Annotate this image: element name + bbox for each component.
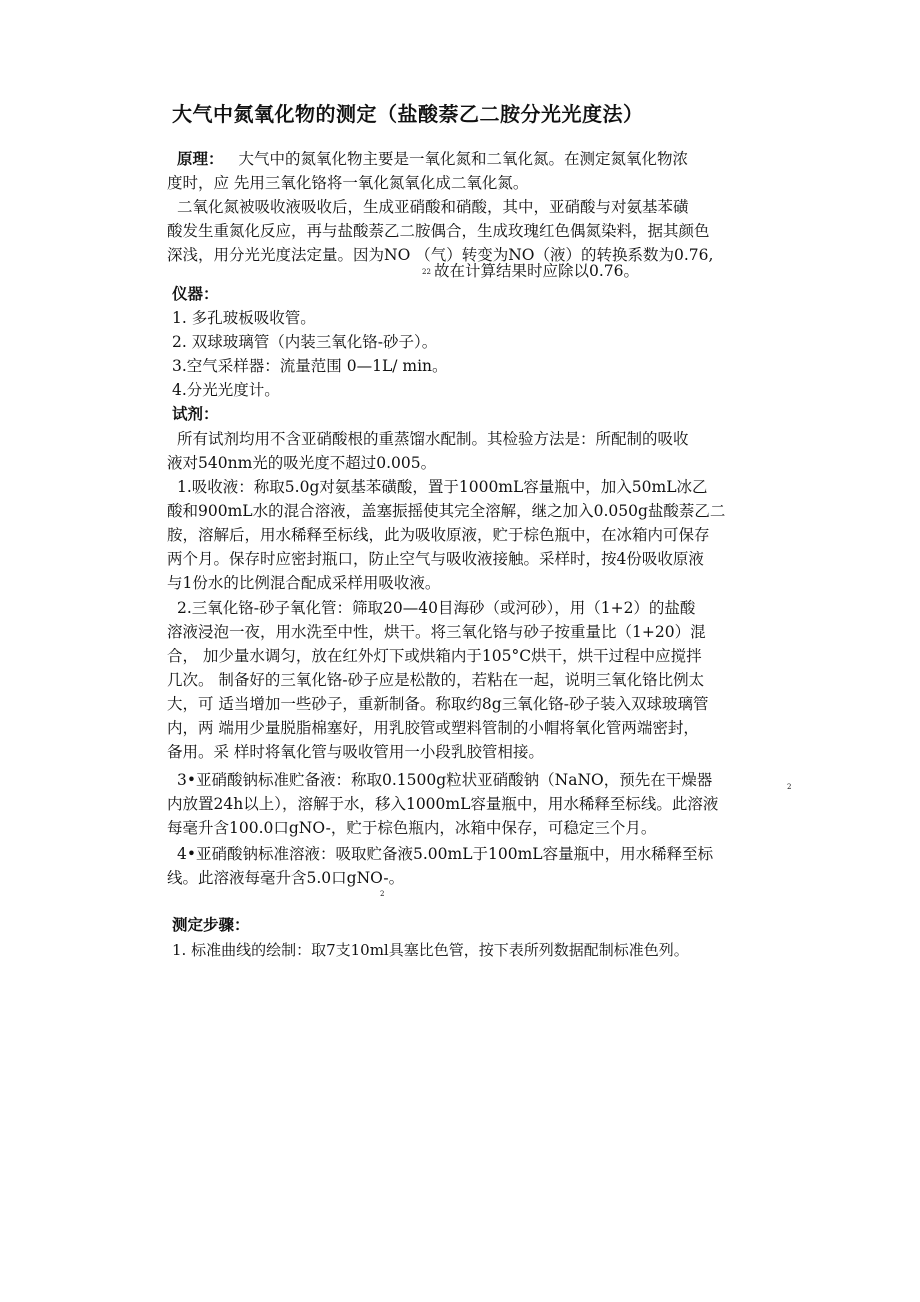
procedure-step-1: 1. 标准曲线的绘制：取7支10ml具塞比色管，按下表所列数据配制标准色列。 (172, 941, 689, 959)
principle-line-1 (177, 148, 688, 170)
reagent-1-line-5: 与1份水的比例混合配成采样用吸收液。 (167, 574, 441, 592)
reagent-2-line-4: 几次。 制备好的三氧化铬-砂子应是松散的，若粘在一起，说明三氧化铬比例太 (167, 671, 705, 689)
instrument-item-4: 4.分光光度计。 (172, 381, 280, 399)
instrument-item-2: 2. 双球玻璃管（内装三氧化铬-砂子）。 (172, 333, 438, 351)
reagent-3-line-3: 每毫升含100.0口gNO-，贮于棕色瓶内，冰箱中保存，可稳定三个月。 (167, 819, 657, 837)
reagent-1-line-4: 两个月。保存时应密封瓶口，防止空气与吸收液接触。采样时，按4份吸收原液 (167, 550, 704, 568)
principle-line-6: 故在计算结果时应除以0.76。 (434, 262, 640, 280)
reagent-1-line-1: 1.吸收液：称取5.0g对氨基苯磺酸，置于1000mL容量瓶中，加入50mL冰乙 (177, 478, 708, 496)
reagent-3-subscript: 2 (787, 783, 792, 791)
page-title: 大气中氮氧化物的测定（盐酸萘乙二胺分光光度法） (172, 102, 644, 126)
reagents-intro-2: 液对540nm光的吸光度不超过0.005。 (167, 454, 437, 472)
instruments-heading: 仪器： (172, 285, 219, 303)
principle-heading: 原理： (177, 150, 224, 168)
reagent-2-line-1: 2.三氧化铬-砂子氧化管：筛取20—40目海砂（或河砂），用（1+2）的盐酸 (177, 599, 696, 617)
reagent-2-line-5: 大，可 适当增加一些砂子，重新制备。称取约8g三氧化铬-砂子装入双球玻璃管 (167, 695, 709, 713)
reagent-4-subscript: 2 (380, 890, 385, 898)
principle-line-4: 酸发生重氮化反应，再与盐酸萘乙二胺偶合，生成玫瑰红色偶氮染料，据其颜色 (167, 222, 710, 240)
principle-subscript: 22 (422, 268, 431, 276)
reagent-4-line-2: 线。此溶液每毫升含5.0口gNO-。 (167, 869, 405, 887)
reagents-intro-1: 所有试剂均用不含亚硝酸根的重蒸馏水配制。其检验方法是：所配制的吸收 (177, 430, 689, 448)
reagent-2-line-7: 备用。采 样时将氧化管与吸收管用一小段乳胶管相接。 (167, 743, 544, 761)
principle-line-2: 度时，应 先用三氧化铬将一氧化氮氧化成二氧化氮。 (167, 174, 529, 192)
reagent-2-line-6: 内，两 端用少量脱脂棉塞好，用乳胶管或塑料管制的小帽将氧化管两端密封， (167, 719, 699, 737)
principle-text-1: 大气中的氮氧化物主要是一氧化氮和二氧化氮。在测定氮氧化物浓 (238, 150, 688, 168)
principle-line-5: 深浅，用分光光度法定量。因为NO （气）转变为NO（液）的转换系数为0.76, (167, 246, 714, 264)
reagent-3-line-2: 内放置24h以上），溶解于水，移入1000mL容量瓶中，用水稀释至标线。此溶液 (167, 795, 719, 813)
reagents-heading: 试剂： (172, 405, 219, 423)
reagent-4-line-1: 4•亚硝酸钠标准溶液：吸取贮备液5.00mL于100mL容量瓶中，用水稀释至标 (177, 845, 714, 863)
reagent-2-line-3: 合， 加少量水调匀，放在红外灯下或烘箱内于105°C烘干，烘干过程中应搅拌 (167, 647, 702, 665)
reagent-3-line-1: 3•亚硝酸钠标准贮备液：称取0.1500g粒状亚硝酸钠（NaNO，预先在干燥器 (177, 771, 713, 789)
reagent-1-line-2: 酸和900mL水的混合溶液，盖塞振摇使其完全溶解，继之加入0.050g盐酸萘乙二 (167, 502, 726, 520)
procedure-heading: 测定步骤： (172, 916, 250, 934)
instrument-item-3: 3.空气采样器：流量范围 0—1L/ min。 (172, 357, 448, 375)
reagent-2-line-2: 溶液浸泡一夜，用水洗至中性，烘干。将三氧化铬与砂子按重量比（1+20）混 (167, 623, 706, 641)
principle-line-3: 二氧化氮被吸收液吸收后，生成亚硝酸和硝酸，其中，亚硝酸与对氨基苯磺 (177, 198, 689, 216)
instrument-item-1: 1. 多孔玻板吸收管。 (172, 309, 316, 327)
reagent-1-line-3: 胺，溶解后，用水稀释至标线，此为吸收原液，贮于棕色瓶中，在冰箱内可保存 (167, 526, 710, 544)
